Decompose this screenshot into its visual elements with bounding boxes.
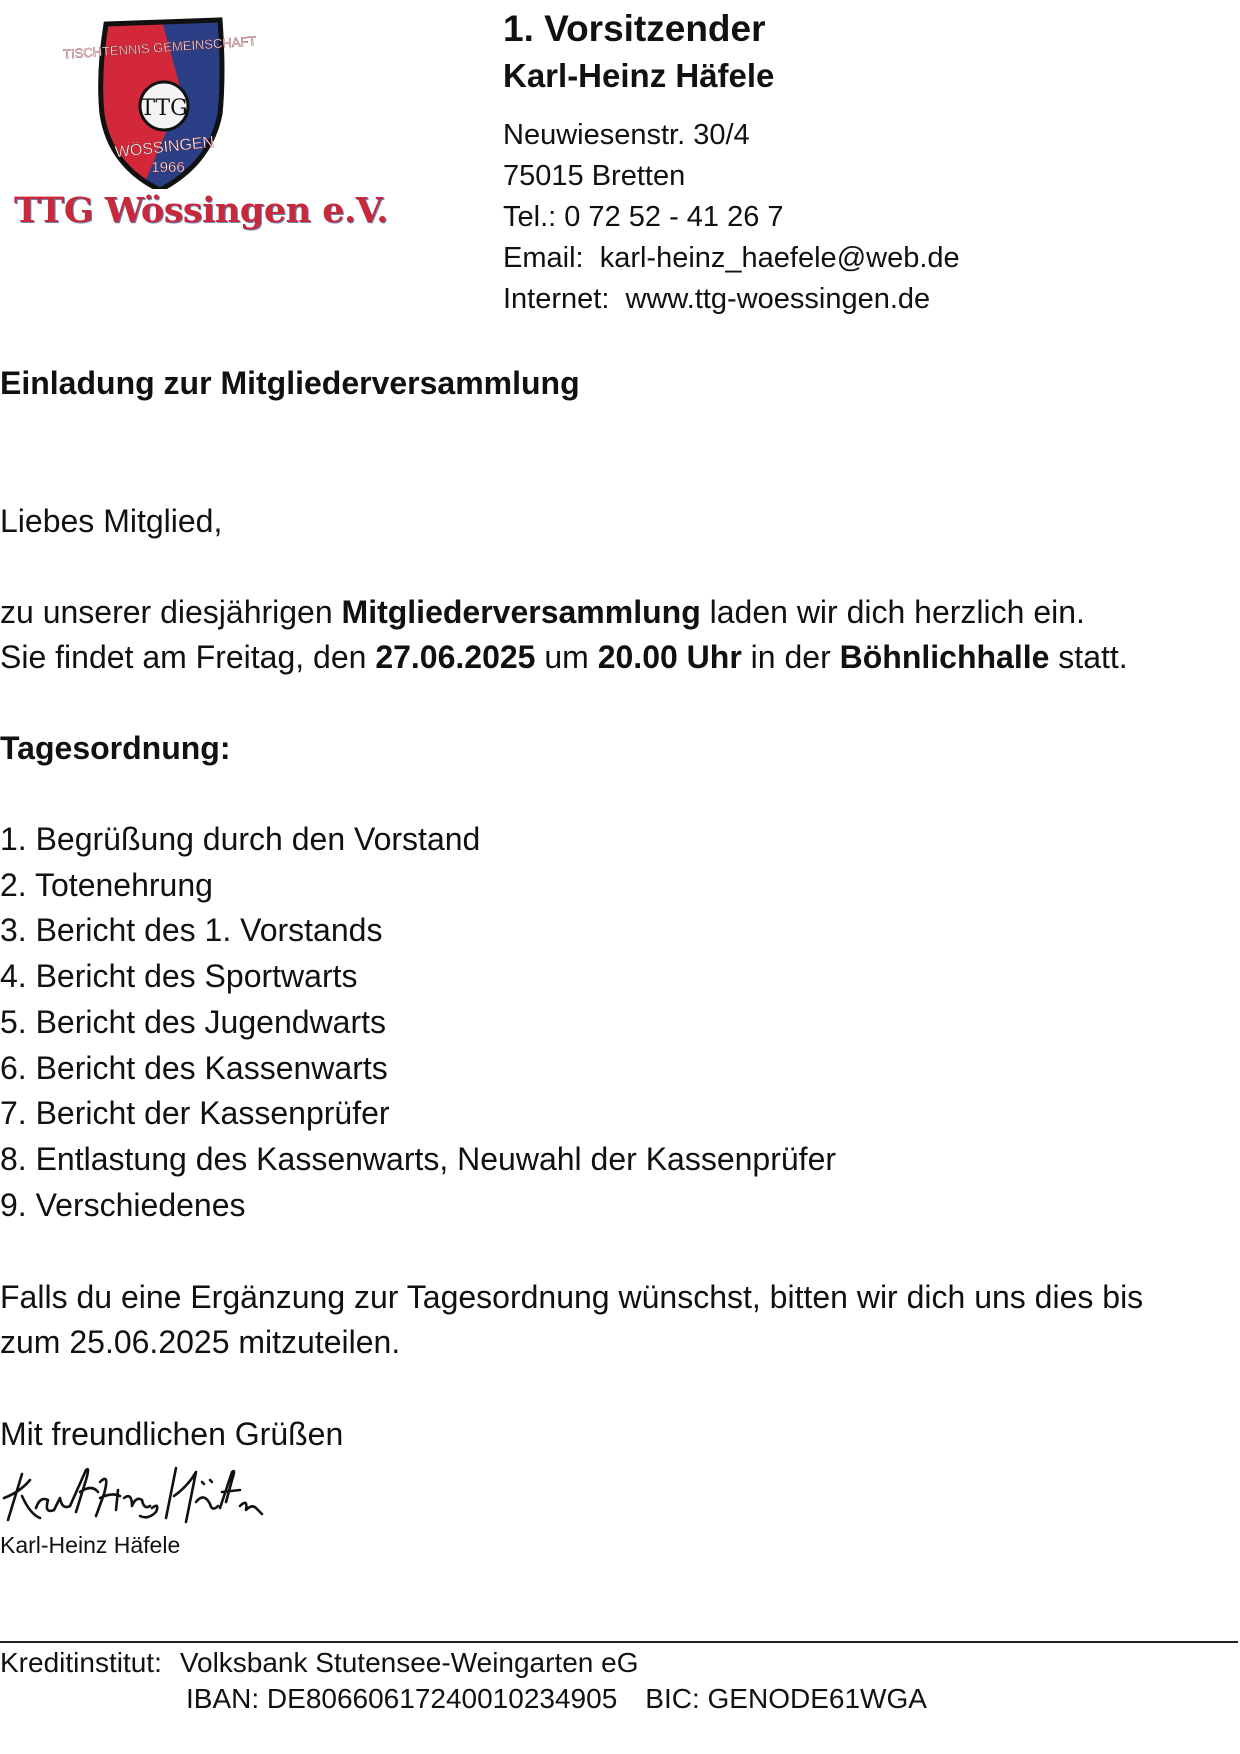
sender-email-row <box>503 238 1223 279</box>
email-address[interactable]: karl-heinz_haefele@web.de <box>599 242 960 274</box>
text-fragment: zu unserer diesjährigen <box>0 594 342 630</box>
invitation-paragraph <box>0 590 1235 680</box>
shield-bottom-text: WÖSSINGEN <box>114 133 215 162</box>
meeting-time: 20.00 Uhr <box>597 639 742 675</box>
website-link[interactable]: www.ttg-woessingen.de <box>625 283 931 315</box>
agenda-request-paragraph <box>0 1275 1235 1365</box>
sender-phone-row <box>503 197 1223 238</box>
sender-internet-row <box>503 279 1223 320</box>
sender-street: Neuwiesenstr. 30/4 <box>503 119 750 151</box>
agenda-item: 1. Begrüßung durch den Vorstand <box>0 821 481 857</box>
bic-label: BIC: <box>645 1683 700 1714</box>
text-fragment: um <box>535 639 598 675</box>
signer-name: Karl-Heinz Häfele <box>0 1532 181 1558</box>
sender-block <box>503 6 1223 320</box>
shield-top-text: TISCHTENNIS GEMEINSCHAFT <box>62 33 257 62</box>
agenda-item: 2. Totenehrung <box>0 866 213 903</box>
paragraph-line: Falls du eine Ergänzung zur Tagesordnung wünschst, bitten wir dich uns dies bis <box>0 1279 1144 1315</box>
letter-subject: Einladung zur Mitgliederversammlung <box>0 365 580 401</box>
meeting-place: Böhnlichhalle <box>839 639 1050 675</box>
agenda-item: 6. Bericht des Kassenwarts <box>0 1049 388 1086</box>
club-logo <box>10 14 388 244</box>
club-name-caption: TTG Wössingen e.V. <box>14 190 388 231</box>
text-fragment: laden wir dich herzlich ein. <box>700 594 1085 630</box>
text-fragment: in der <box>741 639 840 675</box>
shield-emblem-icon <box>10 14 300 189</box>
internet-label: Internet: <box>503 283 610 315</box>
agenda-item: 9. Verschiedenes <box>0 1186 246 1223</box>
agenda-title: Tagesordnung: <box>0 730 231 766</box>
handwritten-signature-icon <box>0 1462 280 1528</box>
agenda-item: 3. Bericht des 1. Vorstands <box>0 912 383 949</box>
bank-details <box>0 1645 927 1717</box>
letter-greeting: Liebes Mitglied, <box>0 503 223 539</box>
phone-label: Tel.: <box>503 201 557 233</box>
phone-number: 0 72 52 - 41 26 7 <box>564 201 784 233</box>
bank-name: Volksbank Stutensee-Weingarten eG <box>179 1647 639 1678</box>
iban-value: DE80660617240010234905 <box>266 1683 618 1714</box>
shield-year: 1966 <box>151 159 185 176</box>
agenda-item: 8. Entlastung des Kassenwarts, Neuwahl der Kassenprüfer <box>0 1140 837 1177</box>
email-label: Email: <box>503 242 584 274</box>
text-fragment: statt. <box>1049 639 1128 675</box>
meeting-name: Mitgliederversammlung <box>341 594 701 630</box>
agenda-item: 4. Bericht des Sportwarts <box>0 958 358 995</box>
closing-phrase: Mit freundlichen Grüßen <box>0 1416 344 1452</box>
agenda-item: 7. Bericht der Kassenprüfer <box>0 1095 390 1132</box>
bank-row <box>0 1645 927 1681</box>
shield-center-text: TTG <box>140 96 188 121</box>
text-fragment: Sie findet am Freitag, den <box>0 639 376 675</box>
sender-name: Karl-Heinz Häfele <box>503 57 775 94</box>
iban-row <box>0 1681 927 1717</box>
agenda-list <box>0 817 1235 1228</box>
meeting-date: 27.06.2025 <box>375 639 536 675</box>
agenda-item: 5. Bericht des Jugendwarts <box>0 1003 386 1040</box>
paragraph-line: zum 25.06.2025 mitzuteilen. <box>0 1324 401 1360</box>
bank-label: Kreditinstitut: <box>0 1647 162 1678</box>
footer-divider <box>0 1641 1238 1643</box>
sender-role: 1. Vorsitzender <box>503 8 766 49</box>
sender-city: 75015 Bretten <box>503 160 686 192</box>
iban-label: IBAN: <box>186 1683 260 1714</box>
bic-value: GENODE61WGA <box>707 1683 927 1714</box>
